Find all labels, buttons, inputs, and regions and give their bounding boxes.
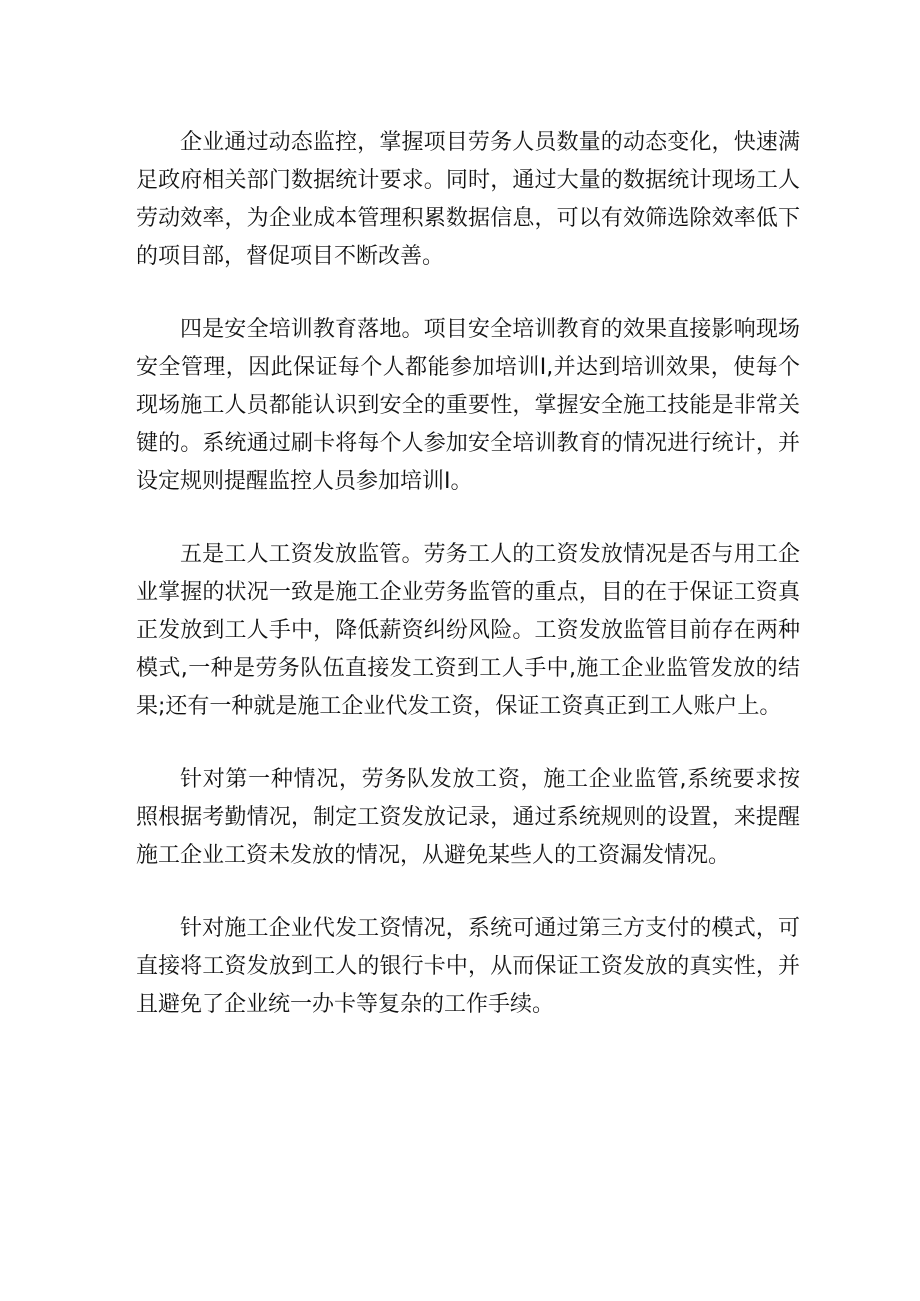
paragraph-monitoring: 企业通过动态监控，掌握项目劳务人员数量的动态变化，快速满足政府相关部门数据统计要求。同时，通过大量的数据统计现场工人劳动效率，为企业成本管理积累数据信息，可以有效筛选除效率低下的项目部，督促项目不断改善。 [136,130,800,269]
document-body [136,124,800,1059]
paragraph-third-party-payment: 针对施工企业代发工资情况，系统可通过第三方支付的模式，可直接将工资发放到工人的银行卡中，从而保证工资发放的真实性，并且避免了企业统一办卡等复杂的工作手续。 [136,916,800,1017]
paragraph-wage-supervision: 五是工人工资发放监管。劳务工人的工资发放情况是否与用工企业掌握的状况一致是施工企业劳务监管的重点，目的在于保证工资真正发放到工人手中，降低薪资纠纷风险。工资发放监管目前存在两种模式,一种是劳务队伍直接发工资到工人手中,施工企业监管发放的结果;还有一种就是施工企业代发工资，保证工资真正到工人账户上。 [136,542,800,719]
paragraph-labor-team-wages: 针对第一种情况，劳务队发放工资，施工企业监管,系统要求按照根据考勤情况，制定工资发放记录，通过系统规则的设置，来提醒施工企业工资未发放的情况，从避免某些人的工资漏发情况。 [136,767,800,868]
paragraph-safety-training: 四是安全培训教育落地。项目安全培训教育的效果直接影响现场安全管理，因此保证每个人都能参加培训I,并达到培训效果，使每个现场施工人员都能认识到安全的重要性，掌握安全施工技能是非常关键的。系统通过刷卡将每个人参加安全培训教育的情况进行统计，并设定规则提醒监控人员参加培训I。 [136,317,800,494]
